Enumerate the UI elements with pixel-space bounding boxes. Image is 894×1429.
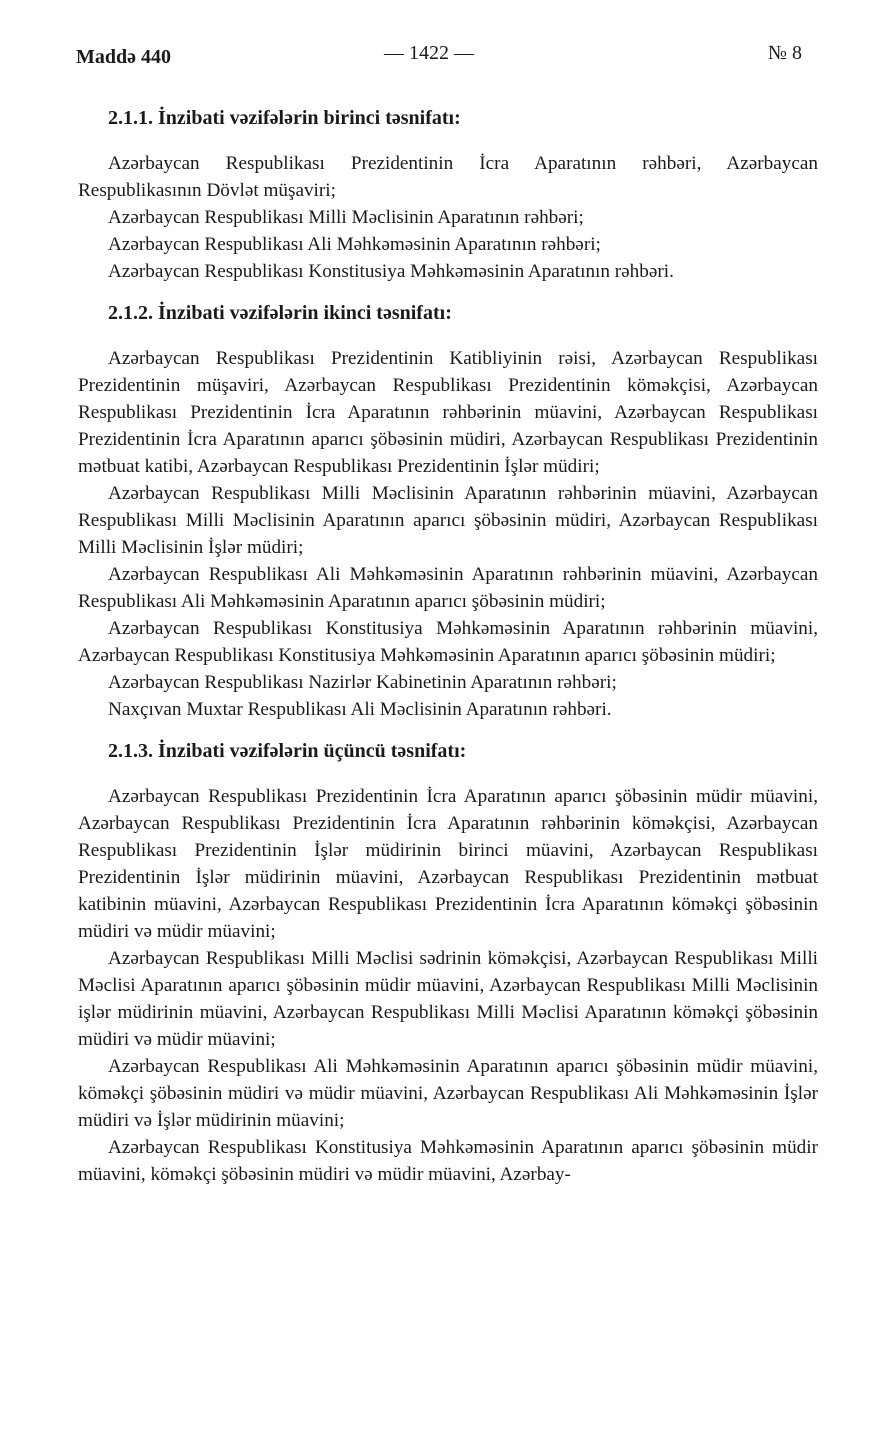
section-third-classification	[78, 737, 818, 1188]
paragraph: Azərbaycan Respublikası Prezidentinin Katibliyinin rəisi, Azərbaycan Respublikası Prezidentinin müşaviri, Azərbaycan Respublikası Prezidentinin köməkçisi, Azərbaycan Respublikası Prezidentinin İcra Aparatının rəhbərinin müavini, Azərbaycan Respublikası Prezidentinin İcra Aparatının aparıcı şöbəsinin müdiri, Azərbaycan Respublikası Prezidentinin mətbuat katibi, Azərbaycan Respublikası Prezidentinin İşlər müdiri;	[78, 348, 818, 477]
page-number: — 1422 —	[384, 42, 474, 64]
paragraph: Azərbaycan Respublikası Milli Məclisi sədrinin köməkçisi, Azərbaycan Respublikası Milli Məclisi Aparatının aparıcı şöbəsinin müdir müavini, Azərbaycan Respublikası Milli Məclisinin işlər müdirinin müavini, Azərbaycan Respublikası Milli Məclisi Aparatının köməkçi şöbəsinin müdiri və müdir müavini;	[78, 948, 818, 1050]
paragraph: Azərbaycan Respublikası Prezidentinin İcra Aparatının rəhbəri, Azərbaycan Respublikasının Dövlət müşaviri;	[78, 153, 818, 201]
paragraph: Azərbaycan Respublikası Milli Məclisinin Aparatının rəhbərinin müavini, Azərbaycan Respublikası Milli Məclisinin Aparatının aparıcı şöbəsinin müdiri, Azərbaycan Respublikası Milli Məclisinin İşlər müdiri;	[78, 483, 818, 558]
section-heading: 2.1.2. İnzibati vəzifələrin ikinci təsnifatı:	[108, 302, 452, 324]
paragraph: Azərbaycan Respublikası Nazirlər Kabinetinin Aparatının rəhbəri;	[108, 672, 617, 693]
paragraph: Azərbaycan Respublikası Konstitusiya Məhkəməsinin Aparatının rəhbəri.	[108, 261, 674, 282]
section-heading: 2.1.1. İnzibati vəzifələrin birinci təsnifatı:	[108, 107, 461, 129]
paragraph: Azərbaycan Respublikası Milli Məclisinin Aparatının rəhbəri;	[108, 207, 584, 228]
section-first-classification	[78, 104, 818, 285]
paragraph: Azərbaycan Respublikası Ali Məhkəməsinin Aparatının rəhbərinin müavini, Azərbaycan Respublikası Ali Məhkəməsinin Aparatının aparıcı şöbəsinin müdiri;	[78, 564, 818, 612]
paragraph: Azərbaycan Respublikası Prezidentinin İcra Aparatının aparıcı şöbəsinin müdir müavini, Azərbaycan Respublikası Prezidentinin İcra Aparatının rəhbərinin köməkçisi, Azərbaycan Respublikası Prezidentinin İşlər müdirinin birinci müavini, Azərbaycan Respublikası Prezidentinin İşlər müdirinin müavini, Azərbaycan Respublikası Prezidentinin mətbuat katibinin müavini, Azərbaycan Respublikası Prezidentinin İcra Aparatının köməkçi şöbəsinin müdiri və müdir müavini;	[78, 786, 818, 942]
paragraph: Azərbaycan Respublikası Konstitusiya Məhkəməsinin Aparatının aparıcı şöbəsinin müdir müavini, köməkçi şöbəsinin müdiri və müdir müavini, Azərbay-	[78, 1137, 818, 1185]
article-label: Maddə 440	[76, 46, 171, 68]
paragraph: Azərbaycan Respublikası Ali Məhkəməsinin Aparatının rəhbəri;	[108, 234, 601, 255]
page-header	[76, 42, 802, 74]
paragraph: Azərbaycan Respublikası Ali Məhkəməsinin Aparatının aparıcı şöbəsinin müdir müavini, köməkçi şöbəsinin müdiri və müdir müavini, Azərbaycan Respublikası Ali Məhkəməsinin İşlər müdiri və İşlər müdirinin müavini;	[78, 1056, 818, 1131]
document-body	[78, 104, 818, 1202]
section-second-classification	[78, 299, 818, 723]
issue-number: № 8	[767, 42, 802, 64]
section-heading: 2.1.3. İnzibati vəzifələrin üçüncü təsnifatı:	[108, 740, 467, 762]
paragraph: Naxçıvan Muxtar Respublikası Ali Məclisinin Aparatının rəhbəri.	[108, 699, 612, 720]
paragraph: Azərbaycan Respublikası Konstitusiya Məhkəməsinin Aparatının rəhbərinin müavini, Azərbaycan Respublikası Konstitusiya Məhkəməsinin Aparatının aparıcı şöbəsinin müdiri;	[78, 618, 818, 666]
